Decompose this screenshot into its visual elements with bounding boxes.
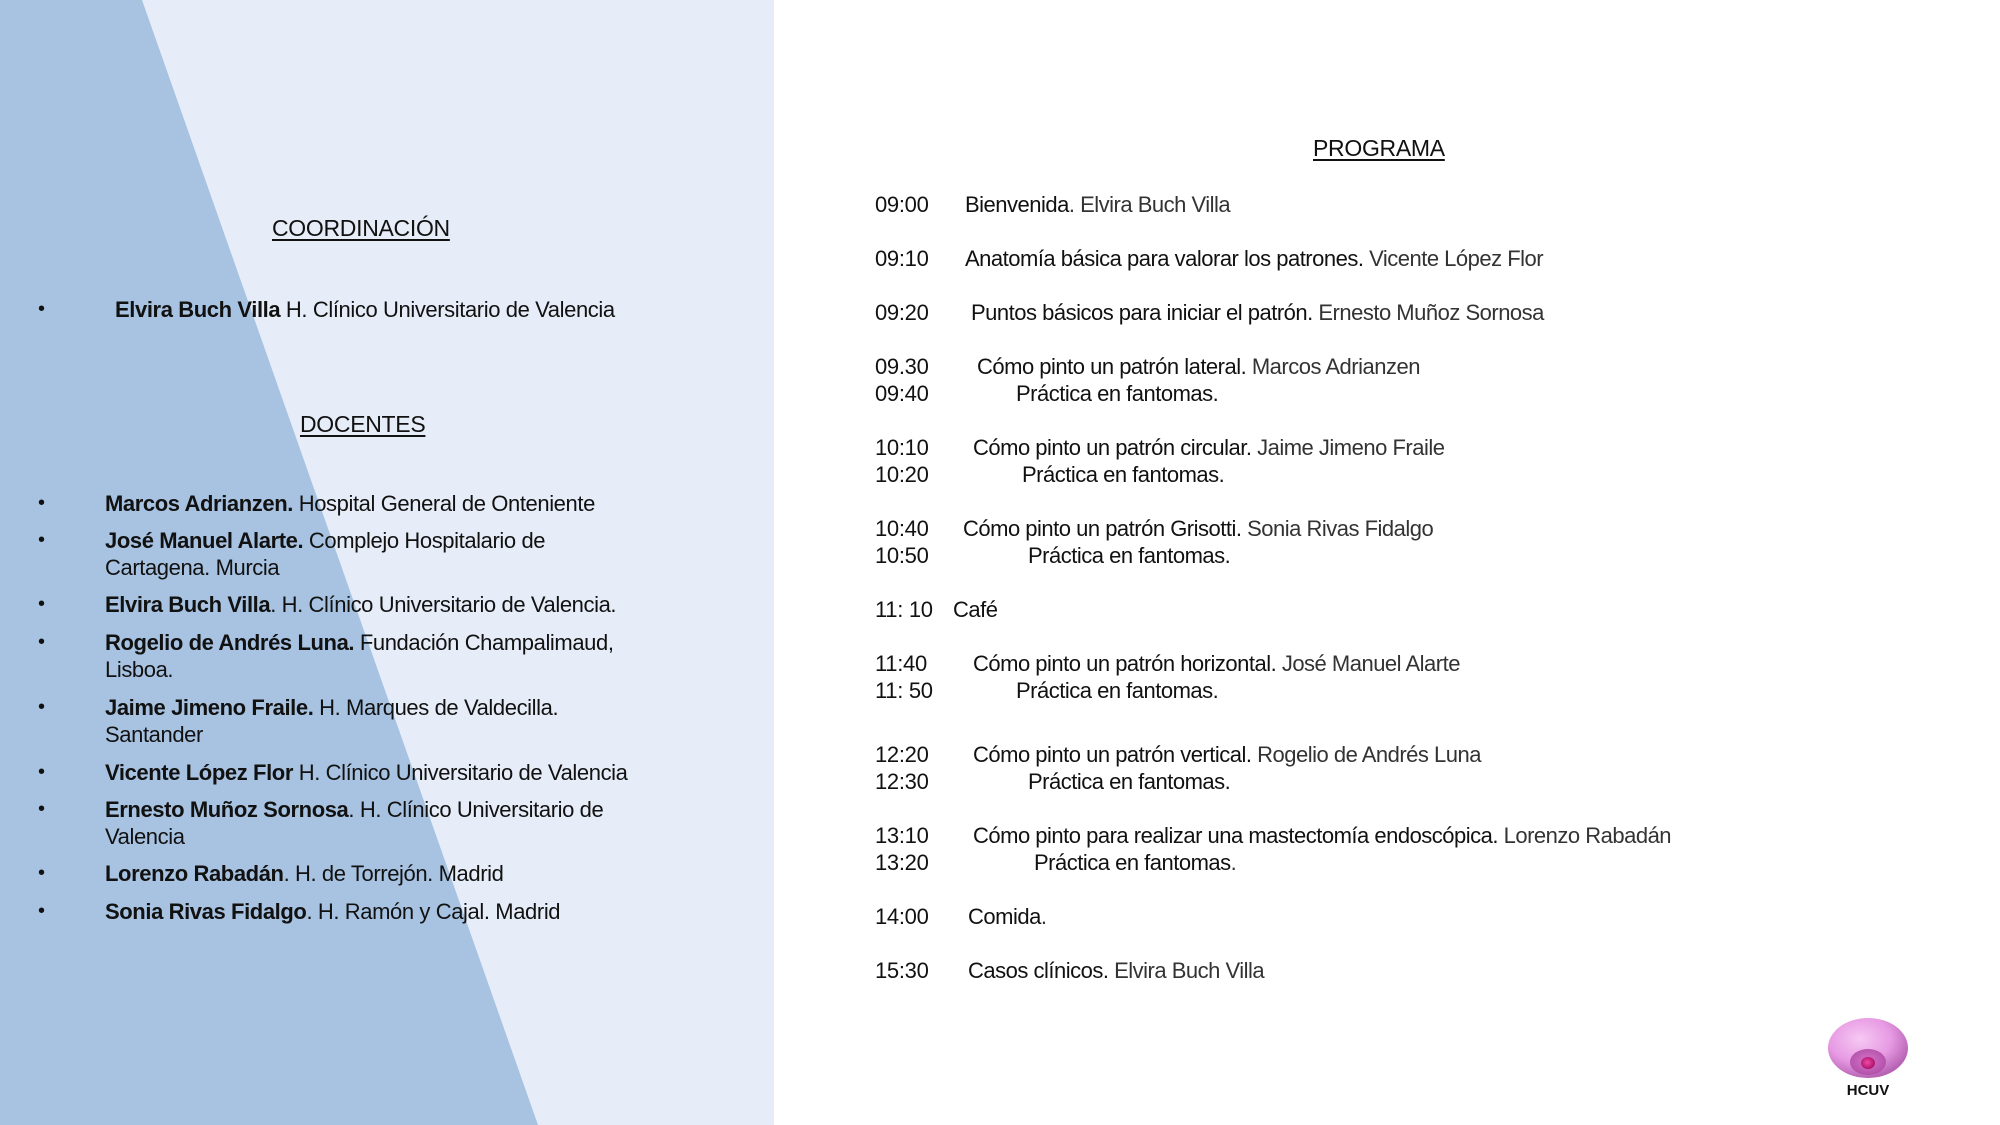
session-speaker: . — [1040, 904, 1047, 929]
coordinator-entry — [115, 296, 675, 323]
schedule-item — [973, 741, 1481, 768]
session-speaker: Lorenzo Rabadán — [1498, 823, 1672, 848]
teacher-entry — [105, 527, 605, 581]
teacher-name: Sonia Rivas Fidalgo — [105, 899, 307, 924]
teacher-name: Rogelio de Andrés Luna. — [105, 630, 355, 655]
bullet-icon: • — [38, 298, 46, 320]
session-title: Cómo pinto para realizar una mastectomía endoscópica. — [973, 823, 1499, 848]
teacher-name: Marcos Adrianzen. — [105, 491, 293, 516]
session-speaker: Elvira Buch Villa — [1108, 958, 1265, 983]
teacher-entry — [105, 490, 665, 517]
session-speaker: Rogelio de Andrés Luna — [1251, 742, 1481, 767]
teacher-entry — [105, 694, 605, 748]
program-heading: PROGRAMA — [1313, 135, 1445, 161]
bullet-icon: • — [38, 492, 46, 514]
teacher-affiliation: H. Marques de Valdecilla. Santander — [105, 695, 559, 747]
schedule-item — [973, 822, 1671, 849]
bullet-icon: • — [38, 798, 46, 820]
left-panel — [0, 0, 774, 1125]
schedule-item — [963, 515, 1433, 542]
schedule-item — [968, 903, 1046, 930]
teacher-affiliation: . H. de Torrejón. Madrid — [283, 861, 504, 886]
teacher-affiliation: H. Clínico Universitario de Valencia — [293, 760, 628, 785]
schedule-item — [977, 353, 1420, 380]
session-title: Anatomía básica para valorar los patrones. — [965, 246, 1364, 271]
teachers-heading: DOCENTES — [300, 411, 426, 437]
schedule-time: 10:10 — [875, 435, 929, 460]
teacher-name: Elvira Buch Villa — [105, 592, 271, 617]
schedule-time: 12:30 — [875, 769, 929, 794]
schedule-time: 10:40 — [875, 516, 929, 541]
session-speaker: Marcos Adrianzen — [1246, 354, 1420, 379]
session-speaker: Jaime Jimeno Fraile — [1251, 435, 1445, 460]
schedule-time: 11: 10 — [875, 597, 933, 622]
schedule-time: 15:30 — [875, 958, 929, 983]
teacher-entry — [105, 860, 665, 887]
schedule-time: 10:20 — [875, 462, 929, 487]
bullet-icon: • — [38, 900, 46, 922]
session-title: Práctica en fantomas. — [1016, 381, 1219, 406]
logo-label: HCUV — [1846, 1082, 1890, 1099]
teacher-name: Lorenzo Rabadán — [105, 861, 284, 886]
bullet-icon: • — [38, 862, 46, 884]
schedule-item — [968, 957, 1264, 984]
schedule-item — [1034, 849, 1236, 876]
session-title: Práctica en fantomas. — [1022, 462, 1225, 487]
session-title: Cómo pinto un patrón horizontal. — [973, 651, 1277, 676]
session-speaker: Vicente López Flor — [1363, 246, 1544, 271]
bullet-icon: • — [38, 761, 46, 783]
teacher-entry — [105, 898, 665, 925]
session-title: Práctica en fantomas. — [1028, 769, 1231, 794]
schedule-item — [973, 650, 1460, 677]
teacher-entry — [105, 591, 665, 618]
teacher-affiliation: Complejo Hospitalario de Cartagena. Murcia — [105, 528, 546, 580]
schedule-item — [965, 245, 1543, 272]
schedule-time: 09.30 — [875, 354, 929, 379]
session-title: Práctica en fantomas. — [1016, 678, 1219, 703]
session-title: Bienvenida — [965, 192, 1069, 217]
session-title: Práctica en fantomas. — [1028, 543, 1231, 568]
session-speaker: Sonia Rivas Fidalgo — [1241, 516, 1434, 541]
teacher-name: Jaime Jimeno Fraile. — [105, 695, 314, 720]
schedule-item — [953, 596, 997, 623]
teacher-name: Vicente López Flor — [105, 760, 293, 785]
session-title: Puntos básicos para iniciar el patrón. — [971, 300, 1313, 325]
session-title: Comida — [968, 904, 1041, 929]
schedule-time: 12:20 — [875, 742, 929, 767]
schedule-item — [1028, 542, 1230, 569]
session-speaker: . Elvira Buch Villa — [1068, 192, 1231, 217]
schedule-time: 14:00 — [875, 904, 929, 929]
teacher-affiliation: Hospital General de Onteniente — [293, 491, 595, 516]
schedule-item — [973, 434, 1444, 461]
schedule-item — [1016, 380, 1218, 407]
schedule-time: 09:00 — [875, 192, 929, 217]
schedule-time: 10:50 — [875, 543, 929, 568]
schedule-item — [965, 191, 1230, 218]
session-title: Cómo pinto un patrón vertical. — [973, 742, 1252, 767]
session-title: Cómo pinto un patrón lateral. — [977, 354, 1247, 379]
schedule-time: 13:20 — [875, 850, 929, 875]
session-speaker: Ernesto Muñoz Sornosa — [1312, 300, 1544, 325]
session-title: Práctica en fantomas — [1034, 850, 1231, 875]
teacher-entry — [105, 629, 645, 683]
session-speaker: . — [1230, 850, 1237, 875]
session-title: Casos clínicos. — [968, 958, 1109, 983]
schedule-time: 11: 50 — [875, 678, 933, 703]
teacher-entry — [105, 796, 635, 850]
teacher-name: Ernesto Muñoz Sornosa — [105, 797, 349, 822]
teacher-name: José Manuel Alarte. — [105, 528, 304, 553]
schedule-time: 13:10 — [875, 823, 929, 848]
session-title: Café — [953, 597, 998, 622]
teacher-affiliation: Fundación Champalimaud, Lisboa. — [105, 630, 614, 682]
schedule-item — [971, 299, 1544, 326]
schedule-time: 11:40 — [875, 651, 927, 676]
schedule-time: 09:40 — [875, 381, 929, 406]
schedule-time: 09:10 — [875, 246, 929, 271]
coordinator-name: Elvira Buch Villa — [115, 297, 281, 322]
schedule-time: 09:20 — [875, 300, 929, 325]
teacher-affiliation: . H. Ramón y Cajal. Madrid — [306, 899, 561, 924]
schedule-item — [1022, 461, 1224, 488]
bullet-icon: • — [38, 631, 46, 653]
schedule-item — [1028, 768, 1230, 795]
teacher-entry — [105, 759, 705, 786]
bullet-icon: • — [38, 593, 46, 615]
teacher-affiliation: . H. Clínico Universitario de Valencia — [105, 797, 604, 849]
bullet-icon: • — [38, 529, 46, 551]
session-speaker: José Manuel Alarte — [1276, 651, 1460, 676]
teacher-affiliation: . H. Clínico Universitario de Valencia. — [270, 592, 617, 617]
bullet-icon: • — [38, 696, 46, 718]
schedule-item — [1016, 677, 1218, 704]
coordinator-affiliation: H. Clínico Universitario de Valencia — [280, 297, 615, 322]
coordination-heading: COORDINACIÓN — [272, 215, 450, 241]
session-title: Cómo pinto un patrón Grisotti. — [963, 516, 1242, 541]
session-title: Cómo pinto un patrón circular. — [973, 435, 1252, 460]
